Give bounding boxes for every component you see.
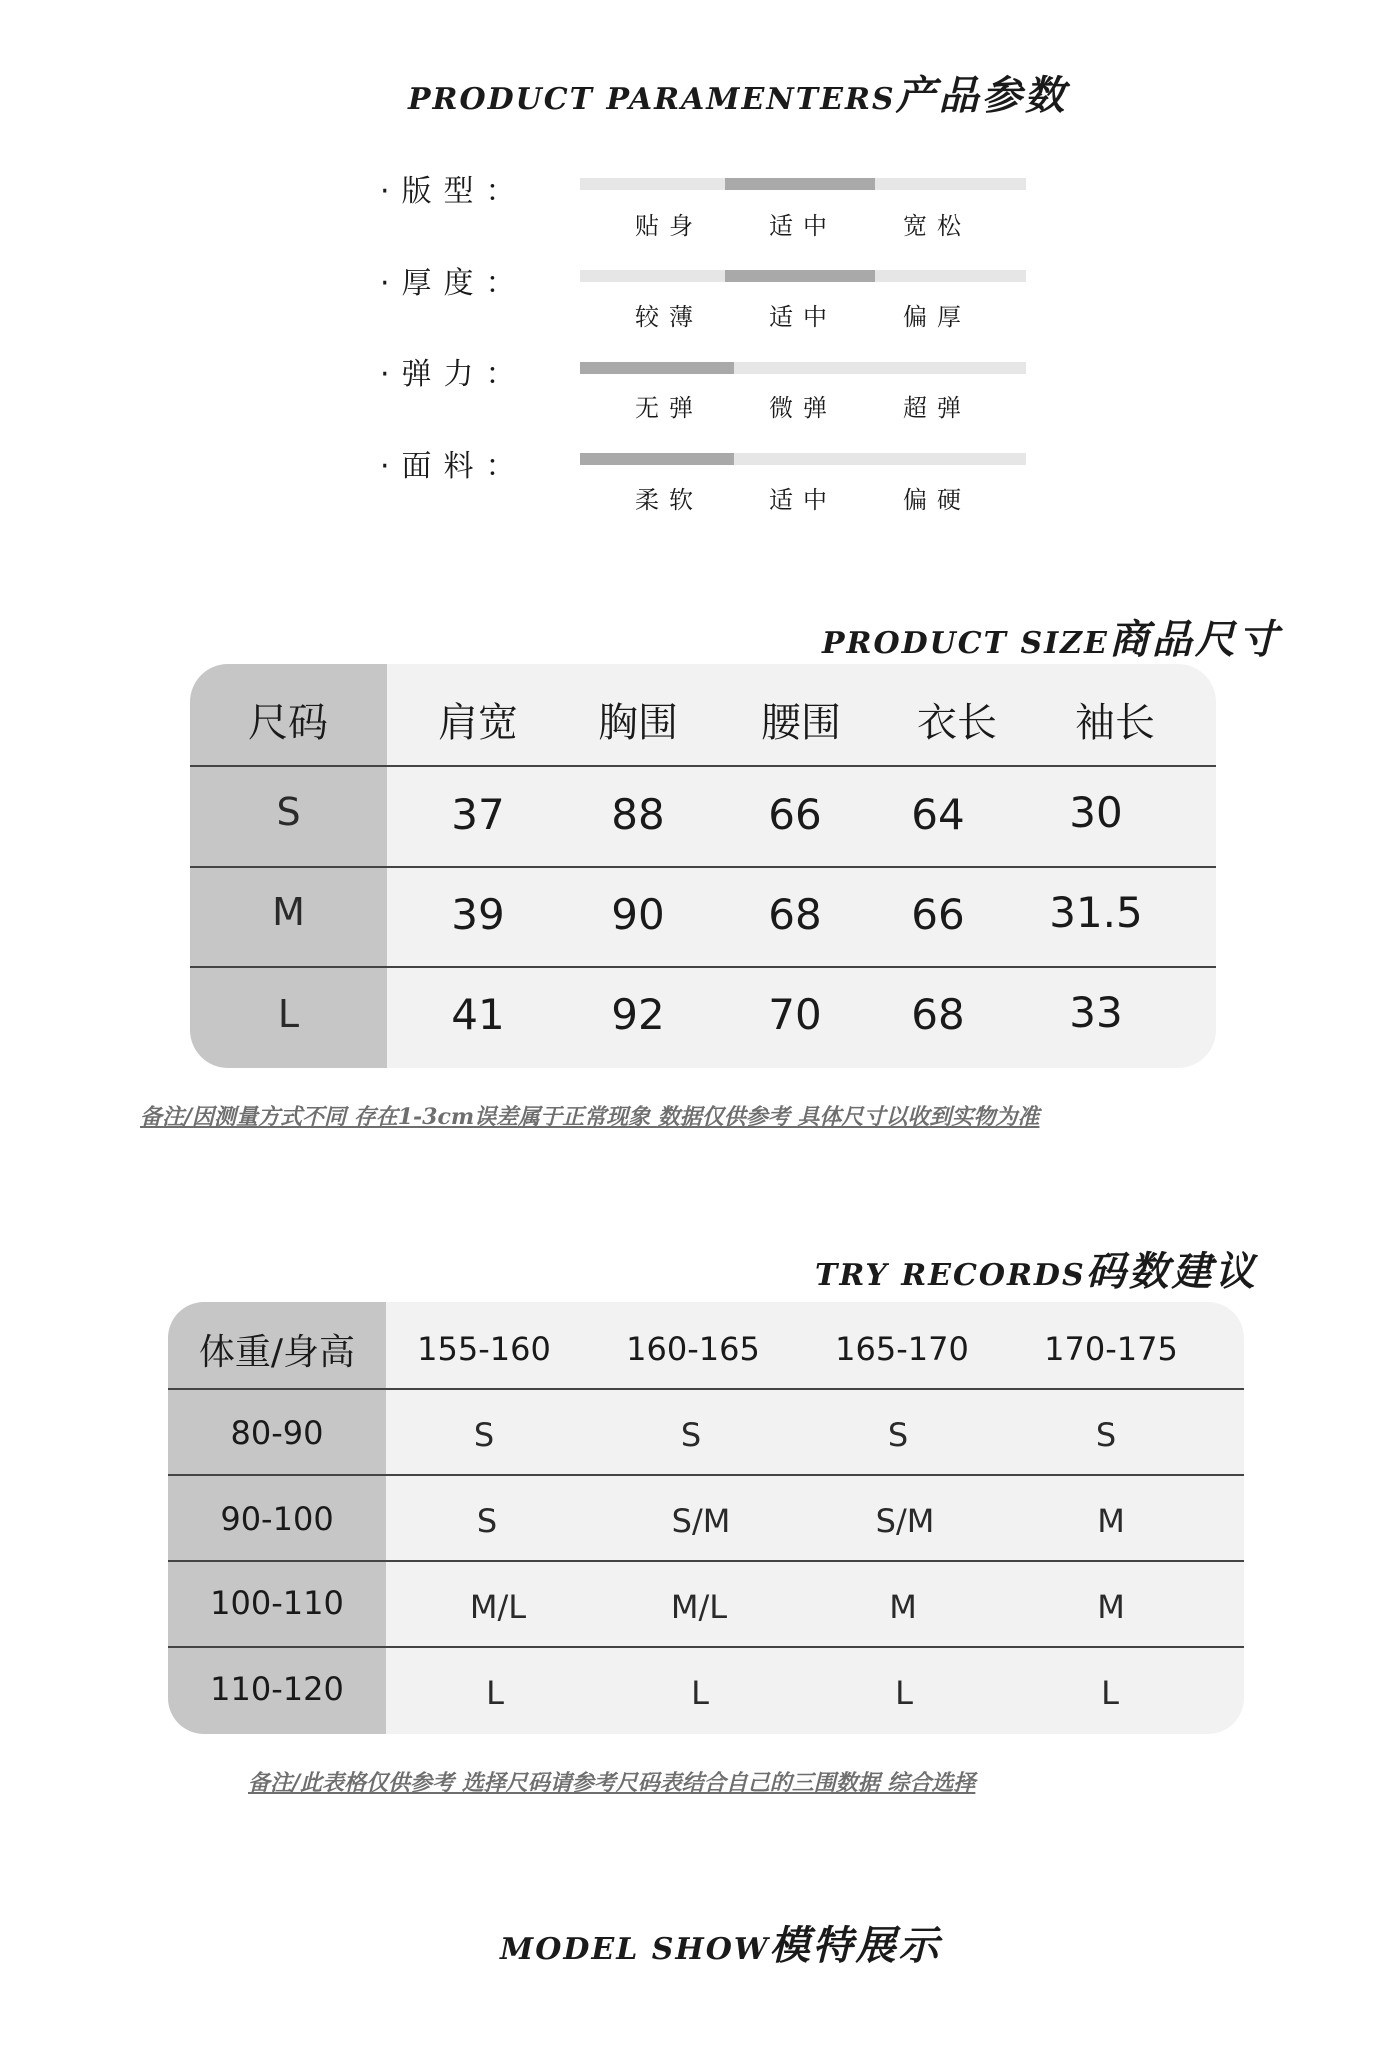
params-title-en: PRODUCT PARAMENTERS: [408, 82, 896, 117]
try-corner-header: 体重/身高: [198, 1332, 356, 1373]
height-header: 160-165: [626, 1330, 760, 1368]
size-note: 备注/因测量方式不同 存在1-3cm误差属于正常现象 数据仅供参考 具体尺寸以收到实物为准: [140, 1104, 1040, 1130]
size-recommendation: S/M: [671, 1502, 731, 1540]
size-value: 33: [1069, 988, 1123, 1037]
size-value: 68: [768, 890, 822, 939]
param-option: 偏厚: [903, 303, 971, 331]
weight-label: 110-120: [210, 1670, 344, 1708]
size-recommendation: L: [691, 1674, 709, 1712]
param-bar-fill: [725, 178, 875, 190]
param-bar-fill: [725, 270, 875, 282]
param-bar-thickness: [580, 270, 1026, 282]
size-label: L: [277, 992, 300, 1036]
params-title-cn: 产品参数: [895, 73, 1068, 119]
size-section-title: [822, 608, 1281, 665]
size-value: 64: [911, 790, 965, 839]
weight-label: 90-100: [220, 1500, 334, 1538]
param-option: 微弹: [769, 394, 837, 422]
model-section-title: [500, 1914, 942, 1971]
size-value: 41: [451, 990, 505, 1039]
size-header: 胸围: [598, 700, 678, 746]
try-title-cn: 码数建议: [1085, 1249, 1258, 1295]
size-value: 90: [611, 890, 665, 939]
size-header: 肩宽: [438, 700, 518, 746]
param-option: 贴身: [635, 212, 703, 240]
param-bar-fit: [580, 178, 1026, 190]
size-recommendation: S: [473, 1416, 495, 1454]
param-bar-fill: [580, 453, 734, 465]
model-title-en: MODEL SHOW: [500, 1932, 770, 1967]
size-header: 腰围: [761, 700, 841, 746]
try-title-en: TRY RECORDS: [815, 1258, 1086, 1293]
row-divider: [168, 1474, 1244, 1476]
weight-label: 80-90: [230, 1414, 324, 1452]
size-label: M: [272, 890, 305, 934]
size-title-en: PRODUCT SIZE: [822, 626, 1109, 661]
param-option: 宽松: [903, 212, 971, 240]
size-header: 袖长: [1075, 700, 1155, 746]
param-option: 偏硬: [903, 486, 971, 514]
row-divider: [168, 1388, 1244, 1390]
row-divider: [190, 966, 1216, 968]
size-recommendation: L: [895, 1674, 913, 1712]
size-value: 37: [451, 790, 505, 839]
size-recommendation: L: [1101, 1674, 1119, 1712]
param-option: 较薄: [635, 303, 703, 331]
row-divider: [190, 866, 1216, 868]
size-recommendation: M: [889, 1588, 917, 1626]
param-label-thickness: ·厚度：: [380, 266, 528, 301]
size-recommendation: S: [680, 1416, 702, 1454]
size-value: 70: [768, 990, 822, 1039]
param-bar-fill: [580, 362, 734, 374]
size-value: 68: [911, 990, 965, 1039]
param-label-fit: ·版型：: [380, 174, 528, 209]
param-option: 适中: [769, 486, 837, 514]
size-title-cn: 商品尺寸: [1108, 617, 1281, 663]
size-recommendation: M: [1097, 1588, 1125, 1626]
param-label-elasticity: ·弹力：: [380, 357, 528, 392]
size-value: 88: [611, 790, 665, 839]
size-table: [190, 664, 1216, 1068]
param-bar-elasticity: [580, 362, 1026, 374]
param-option: 超弹: [903, 394, 971, 422]
try-section-title: [815, 1240, 1258, 1297]
height-header: 170-175: [1044, 1330, 1178, 1368]
params-section-title: [408, 64, 1068, 121]
size-recommendation: S: [887, 1416, 909, 1454]
size-recommendation: M/L: [670, 1588, 728, 1626]
param-option: 柔软: [635, 486, 703, 514]
size-value: 66: [911, 890, 965, 939]
size-value: 66: [768, 790, 822, 839]
size-label: S: [276, 790, 301, 834]
row-divider: [168, 1560, 1244, 1562]
size-value: 31.5: [1049, 888, 1143, 937]
try-table: [168, 1302, 1244, 1734]
size-header: 衣长: [917, 700, 997, 746]
size-value: 30: [1069, 788, 1123, 837]
param-option: 适中: [769, 212, 837, 240]
size-recommendation: L: [486, 1674, 504, 1712]
size-recommendation: S: [476, 1502, 498, 1540]
param-option: 适中: [769, 303, 837, 331]
param-bar-fabric: [580, 453, 1026, 465]
size-recommendation: M: [1097, 1502, 1125, 1540]
height-header: 165-170: [835, 1330, 969, 1368]
size-recommendation: S/M: [875, 1502, 935, 1540]
size-value: 92: [611, 990, 665, 1039]
size-recommendation: S: [1095, 1416, 1117, 1454]
size-header: 尺码: [248, 700, 328, 746]
row-divider: [190, 765, 1216, 767]
param-label-fabric: ·面料：: [380, 449, 528, 484]
height-header: 155-160: [417, 1330, 551, 1368]
row-divider: [168, 1646, 1244, 1648]
param-option: 无弹: [635, 394, 703, 422]
weight-label: 100-110: [210, 1584, 344, 1622]
model-title-cn: 模特展示: [769, 1923, 942, 1969]
try-note: 备注/此表格仅供参考 选择尺码请参考尺码表结合自己的三围数据 综合选择: [248, 1770, 976, 1796]
size-recommendation: M/L: [469, 1588, 527, 1626]
size-value: 39: [451, 890, 505, 939]
